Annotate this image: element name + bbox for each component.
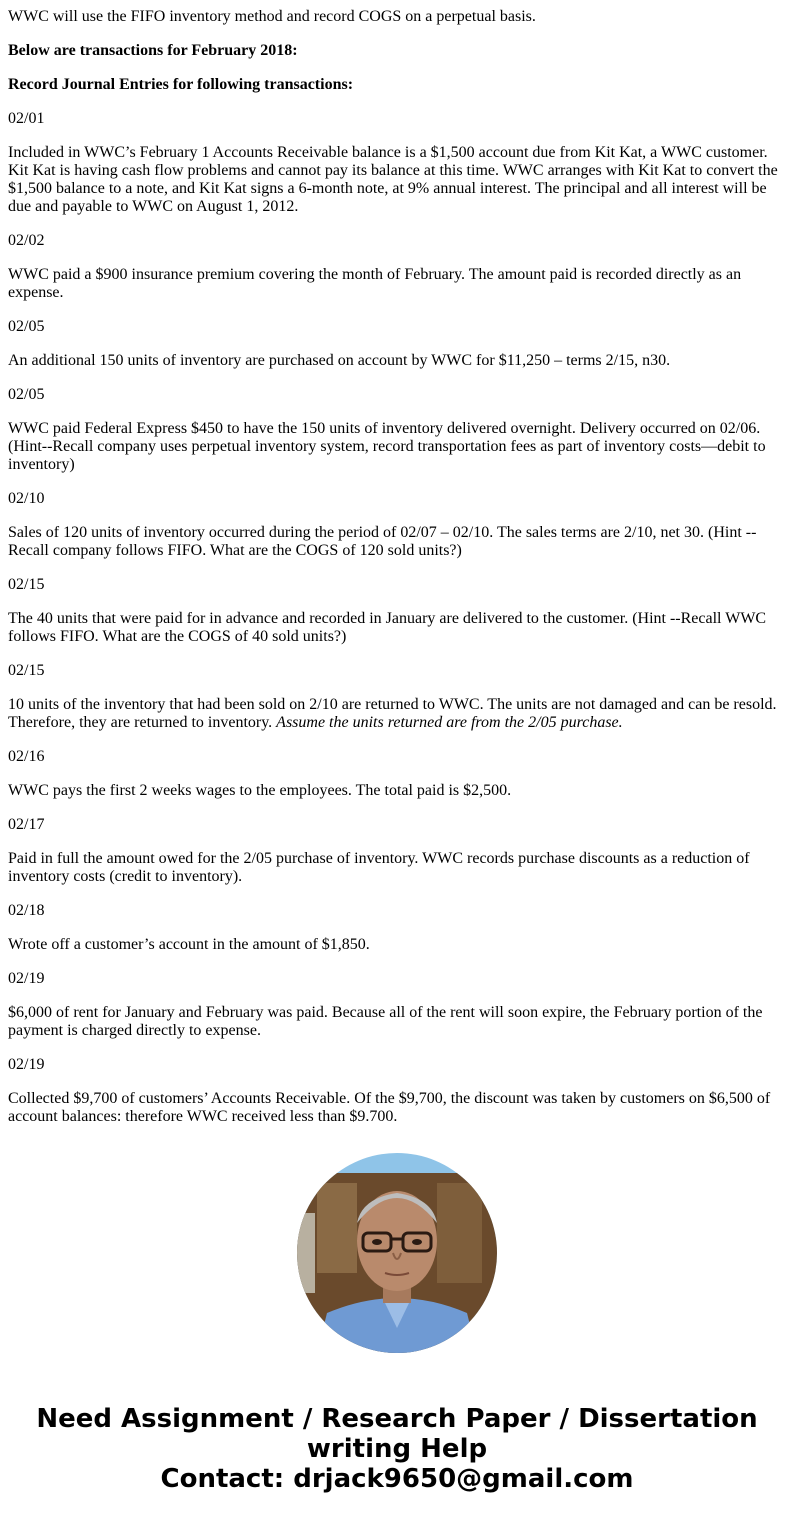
transaction-text: The 40 units that were paid for in advance and recorded in January are delivered to the customer. (Hint --Recall WWC follows FIFO. What are the COGS of 40 sold units?)	[8, 610, 767, 645]
transaction-text: 10 units of the inventory that had been sold on 2/10 are returned to WWC. The units are not damaged and can be resold. Therefore, they are returned to inventory.	[8, 696, 777, 731]
promo-line: writing Help	[306, 1434, 488, 1464]
heading-transactions: Below are transactions for February 2018:	[8, 42, 298, 59]
transaction-date: 02/15	[8, 576, 45, 593]
promo-banner	[0, 1404, 794, 1494]
heading-journal-entries: Record Journal Entries for following transactions:	[8, 76, 354, 93]
transaction-date: 02/05	[8, 318, 45, 335]
transaction-date: 02/15	[8, 662, 45, 679]
transaction-text: WWC pays the first 2 weeks wages to the employees. The total paid is $2,500.	[8, 782, 512, 799]
transaction-date: 02/05	[8, 386, 45, 403]
transaction-date: 02/19	[8, 1056, 45, 1073]
promo-contact: Contact: drjack9650@gmail.com	[160, 1464, 634, 1494]
transaction-text: Included in WWC’s February 1 Accounts Receivable balance is a $1,500 account due from Kit Kat, a WWC customer. Kit Kat is having cash flow problems and cannot pay its balance at this time. WWC arranges with Kit Kat to convert the $1,500 balance to a note, and Kit Kat signs a 6-month note, at 9% annual interest. The principal and all interest will be due and payable to WWC on August 1, 2012.	[8, 144, 778, 215]
transaction-text: Sales of 120 units of inventory occurred during the period of 02/07 – 02/10. The sales terms are 2/10, net 30. (Hint --Recall company follows FIFO. What are the COGS of 120 sold units?)	[8, 524, 757, 559]
transaction-text: Collected $9,700 of customers’ Accounts Receivable. Of the $9,700, the discount was taken by customers on $6,500 of account balances: therefore WWC received less than $9.700.	[8, 1090, 771, 1125]
transaction-text: WWC paid a $900 insurance premium covering the month of February. The amount paid is recorded directly as an expense.	[8, 266, 742, 301]
transaction-text: $6,000 of rent for January and February was paid. Because all of the rent will soon expire, the February portion of the payment is charged directly to expense.	[8, 1004, 763, 1039]
transaction-date: 02/18	[8, 902, 45, 919]
transaction-date: 02/10	[8, 490, 45, 507]
author-portrait-icon	[297, 1153, 497, 1353]
transaction-text-with-note	[8, 696, 786, 732]
transaction-italic-note: Assume the units returned are from the 2/05 purchase.	[276, 714, 623, 731]
transaction-text: WWC paid Federal Express $450 to have the 150 units of inventory delivered overnight. Delivery occurred on 02/06. (Hint--Recall company uses perpetual inventory system, record transportation fees as part of inventory costs—debit to inventory)	[8, 420, 766, 473]
promo-line: Need Assignment / Research Paper / Dissertation	[36, 1404, 758, 1434]
intro-text: WWC will use the FIFO inventory method and record COGS on a perpetual basis.	[8, 8, 536, 25]
transaction-date: 02/17	[8, 816, 45, 833]
transaction-text: Wrote off a customer’s account in the amount of $1,850.	[8, 936, 370, 953]
transaction-date: 02/01	[8, 110, 45, 127]
transaction-date: 02/02	[8, 232, 45, 249]
transaction-text: An additional 150 units of inventory are purchased on account by WWC for $11,250 – terms 2/15, n30.	[8, 352, 671, 369]
transaction-text: Paid in full the amount owed for the 2/05 purchase of inventory. WWC records purchase discounts as a reduction of inventory costs (credit to inventory).	[8, 850, 750, 885]
transaction-date: 02/19	[8, 970, 45, 987]
author-avatar	[297, 1153, 497, 1353]
transaction-date: 02/16	[8, 748, 45, 765]
